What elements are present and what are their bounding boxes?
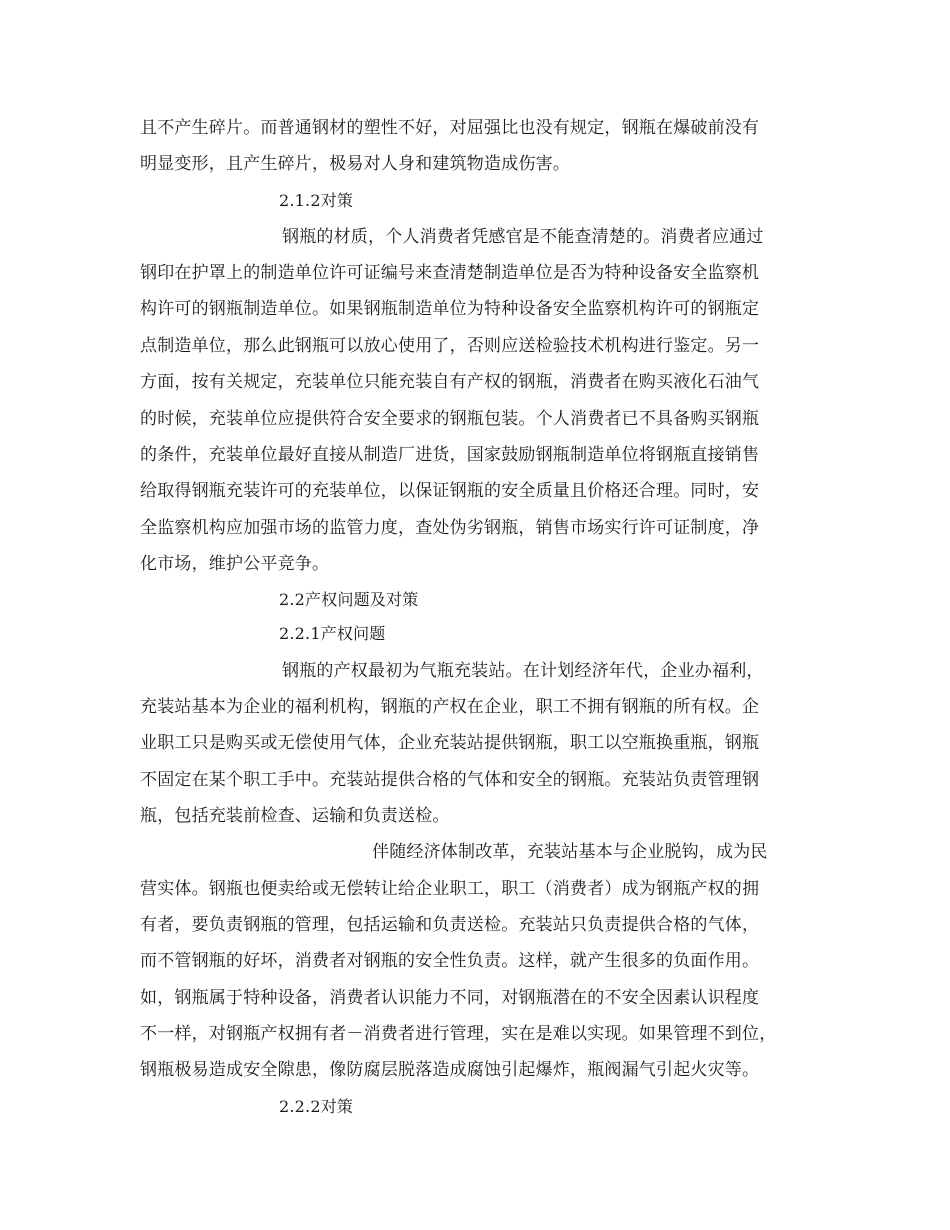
paragraph-line: 瓶，包括充装前检查、运输和负责送检。 [140,806,450,826]
paragraph-line: 充装站基本为企业的福利机构，钢瓶的产权在企业，职工不拥有钢瓶的所有权。企 [140,697,760,717]
paragraph-line: 给取得钢瓶充装许可的充装单位，以保证钢瓶的安全质量且价格还合理。同时，安 [140,481,760,501]
paragraph-line: 不固定在某个职工手中。充装站提供合格的气体和安全的钢瓶。充装站负责管理钢 [140,770,760,790]
paragraph-line: 钢瓶的材质，个人消费者凭感官是不能查清楚的。消费者应通过 [282,227,764,247]
paragraph-line: 化市场，维护公平竞争。 [140,554,330,574]
paragraph-line: 不一样，对钢瓶产权拥有者－消费者进行管理，实在是难以实现。如果管理不到位， [140,1024,777,1044]
section-heading-2-1-2: 2.1.2对策 [279,191,354,210]
paragraph-line: 钢瓶极易造成安全隙患，像防腐层脱落造成腐蚀引起爆炸，瓶阀漏气引起火灾等。 [140,1060,760,1080]
section-heading-2-2: 2.2产权问题及对策 [279,590,419,609]
section-heading-2-2-2: 2.2.2对策 [279,1097,354,1116]
paragraph-line: 业职工只是购买或无偿使用气体，企业充装站提供钢瓶，职工以空瓶换重瓶，钢瓶 [140,733,760,753]
paragraph-line: 的时候，充装单位应提供符合安全要求的钢瓶包装。个人消费者已不具备购买钢瓶 [140,409,760,429]
section-heading-2-2-1: 2.2.1产权问题 [279,624,386,643]
paragraph-line: 如，钢瓶属于特种设备，消费者认识能力不同，对钢瓶潜在的不安全因素认识程度 [140,988,760,1008]
paragraph-line: 且不产生碎片。而普通钢材的塑性不好，对屈强比也没有规定，钢瓶在爆破前没有 [140,118,760,138]
paragraph-line: 而不管钢瓶的好坏，消费者对钢瓶的安全性负责。这样，就产生很多的负面作用。 [140,951,760,971]
paragraph-line: 明显变形，且产生碎片，极易对人身和建筑物造成伤害。 [140,154,570,174]
paragraph-line: 伴随经济体制改革，充装站基本与企业脱钩，成为民 [372,842,768,862]
paragraph-line: 营实体。钢瓶也便卖给或无偿转让给企业职工，职工（消费者）成为钢瓶产权的拥 [140,879,760,899]
paragraph-line: 钢印在护罩上的制造单位许可证编号来查清楚制造单位是否为特种设备安全监察机 [140,263,760,283]
paragraph-line: 的条件，充装单位最好直接从制造厂进货，国家鼓励钢瓶制造单位将钢瓶直接销售 [140,445,760,465]
paragraph-line: 全监察机构应加强市场的监管力度，查处伪劣钢瓶，销售市场实行许可证制度，净 [140,518,760,538]
paragraph-line: 钢瓶的产权最初为气瓶充装站。在计划经济年代，企业办福利， [282,661,764,681]
paragraph-line: 点制造单位，那么此钢瓶可以放心使用了，否则应送检验技术机构进行鉴定。另一 [140,336,760,356]
paragraph-line: 方面，按有关规定，充装单位只能充装自有产权的钢瓶，消费者在购买液化石油气 [140,372,760,392]
paragraph-line: 构许可的钢瓶制造单位。如果钢瓶制造单位为特种设备安全监察机构许可的钢瓶定 [140,299,760,319]
paragraph-line: 有者，要负责钢瓶的管理，包括运输和负责送检。充装站只负责提供合格的气体， [140,915,760,935]
